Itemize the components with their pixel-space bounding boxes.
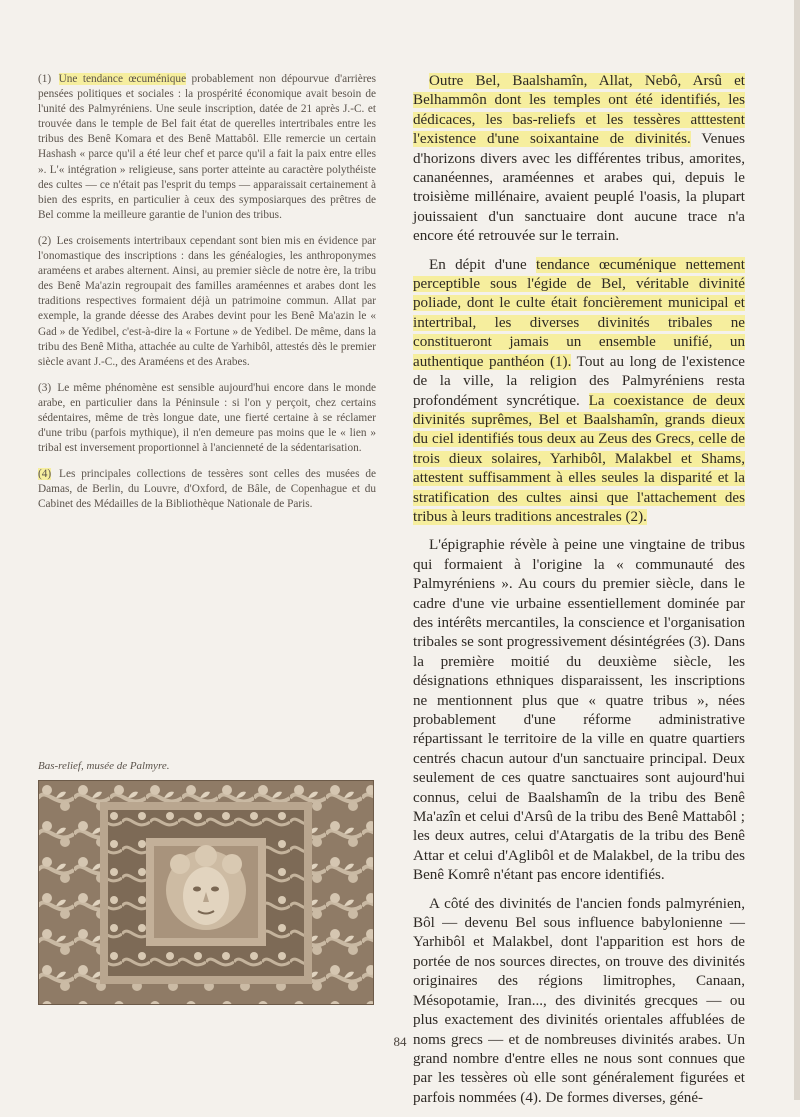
footnote-highlight: Une tendance œcuménique — [58, 73, 187, 85]
paragraph-4: A côté des divinités de l'ancien fonds palmyrénien, Bôl — devenu Bel sous influence babylonienne — Yarhibôl et Malakbel, dont l'apparition est hors de portée de nos sources directes, on trouve des divinités originaires des régions limitrophes, Canaan, Mésopotamie, Iran..., des divinités grecques — ou plus exactement des divinités orientales affublées de noms grecs — et de nombreuses divinités arabes. Un grand nombre d'entre elles ne nous sont connues que par les tessères où elle sont généralement figurées et parfois nommées (4). De formes diverses, géné- — [413, 895, 745, 1106]
footnote-text: Les croisements intertribaux cependant sont bien mis en évidence par l'onomastique des inscriptions : dans les généalogies, les anthroponymes araméens et arabes alternent. Ainsi, au premier siècle de notre ère, la tribu des Benê Ma'azin regroupait des familles araméennes et arabes dont les traditions respectives formaient déjà un patrimoine commun. Allat par exemple, la grande déesse des Arabes devint pour les Benê Ma'azin le « Gad » de Yedibel, c'est-à-dire la « Fortune » de Yedibel. De même, dans la tribu des Benê Mitha, attachée au culte de Yarhibôl, attestés dès le premier siècle avant J.-C., des Araméens et des Arabes. — [38, 234, 376, 368]
footnote-text: Le même phénomène est sensible aujourd'hui encore dans le monde arabe, en particulier dans la Péninsule : si l'on y perçoit, chez certains sédentaires, même de très longue date, une fierté certaine à se réclamer d'une tribu (parfois mythique), il n'en demeure pas moins que le « lien » tribal est inversement proportionnel à l'ancienneté de la sédentarisation. — [38, 381, 376, 455]
paragraph-2 — [413, 256, 745, 528]
footnote-number: (3) — [38, 381, 52, 394]
highlighted-text: Outre Bel, Baalshamîn, Allat, Nebô, Arsû et Belhammôn dont les temples ont été identifiés, les dédicaces, les bas-reliefs et les tessères atttestent l'existence d'une soixantaine de divinités. — [413, 73, 745, 148]
paragraph-text: En dépit d'une — [429, 256, 537, 273]
paragraph-1 — [413, 72, 745, 247]
bas-relief-photo — [38, 780, 374, 1005]
footnote-text: probablement non dépourvue d'arrières pensées politiques et sociales : la prospérité économique avait besoin de l'unité des Palmyréniens. Une seule inscription, datée de 21 après J.-C. et trouvée dans le temple de Bel fait état de querelles intertribales entre les tribus des Benê Komara et des Benê Mattabôl. Elle remercie un certain Hashash « parce qu'il a été leur chef et parce qu'il a fait la paix entre elles ». L'« intégration » religieuse, sans porter atteinte au caractère polythéiste des cultes — ce n'était pas l'esprit du temps — apparaissait certainement à bien des esprits, en particulier à ceux des symposiarques des prêtres de Bel comme la meilleure garantie de l'union des tribus. — [38, 73, 376, 221]
footnote-4 — [38, 467, 376, 512]
footnote-text: Les principales collections de tessères sont celles des musées de Damas, de Berlin, du Louvre, d'Oxford, de Bâle, de Copenhague et du Cabinet des Médailles de la Bibliothèque Nationale de Paris. — [38, 468, 376, 511]
footnote-1 — [38, 72, 376, 223]
photo-caption: Bas-relief, musée de Palmyre. — [38, 760, 170, 772]
footnote-number: (1) — [38, 73, 52, 85]
footnote-3 — [38, 381, 376, 456]
paragraph-text: Tout au long de l'existence de la ville, la religion des Palmyréniens resta profondément syncrétique. — [413, 353, 745, 409]
paragraph-3: L'épigraphie révèle à peine une vingtaine de tribus qui formaient à l'origine la « communauté des Palmyréniens ». Au cours du premier siècle, dans le cadre d'une vie urbaine essentiellement dominée par des intérêts mercantiles, la conscience et l'organisation tribales se sont progressivement désintégrées (3). Dans la première moitié du deuxième siècle, les désignations ethniques disparaissent, les inscriptions ne mentionnent plus que « quatre tribus », nées probablement d'une réforme administrative répartissant le territoire de la ville en quatre quartiers centrés chacun autour d'un sanctuaire principal. Deux seulement de ces quatre sanctuaires sont aujourd'hui connus, celui de Baalshamîn de la tribu des Benê Ma'azîn et celui d'Arsû de la tribu des Benê Mattabôl ; les deux autres, celui d'Atargatis de la tribu des Benê Attar et celui d'Aglibôl et de Malakbel, de la tribu des Benê Komrê n'étant pas encore identifiés. — [413, 537, 745, 884]
face-medallion — [166, 845, 246, 930]
page-edge — [794, 0, 800, 1100]
bas-relief-illustration — [38, 780, 374, 1005]
footnote-number: (4) — [38, 468, 52, 481]
footnote-2 — [38, 234, 376, 370]
footnotes-column — [38, 72, 376, 524]
paragraph-text: Venues d'horizons divers avec les différentes tribus, amorites, cananéennes, araméennes et arabes qui, depuis le troisième millénaire, avaient peuplé l'oasis, la plupart jouissaient d'un sanctuaire dont aucune trace n'a encore été retrouvée sur le terrain. — [413, 131, 745, 245]
footnote-number: (2) — [38, 234, 52, 247]
highlighted-text: La coexistance de deux divinités suprêmes, Bel et Baalshamîn, grands dieux du ciel identifiés tous deux au Zeus des Grecs, celle de trois dieux solaires, Yarhibôl, Malakbel et Shams, attestent suffisamment à elles seules la disparité et la stratification des cultes ainsi que l'attachement des tribus à leurs traditions ancestrales (2). — [413, 392, 746, 525]
main-text-column — [413, 72, 745, 1117]
page-number: 84 — [393, 1034, 407, 1049]
highlighted-text: tendance œcuménique nettement perceptible sous l'égide de Bel, véritable divinité poliade, dont le culte était foncièrement municipal et intertribal, les diverses divinités tribales ne constitueront jamais un ensemble unifié, un authentique panthéon (1). — [413, 256, 746, 370]
